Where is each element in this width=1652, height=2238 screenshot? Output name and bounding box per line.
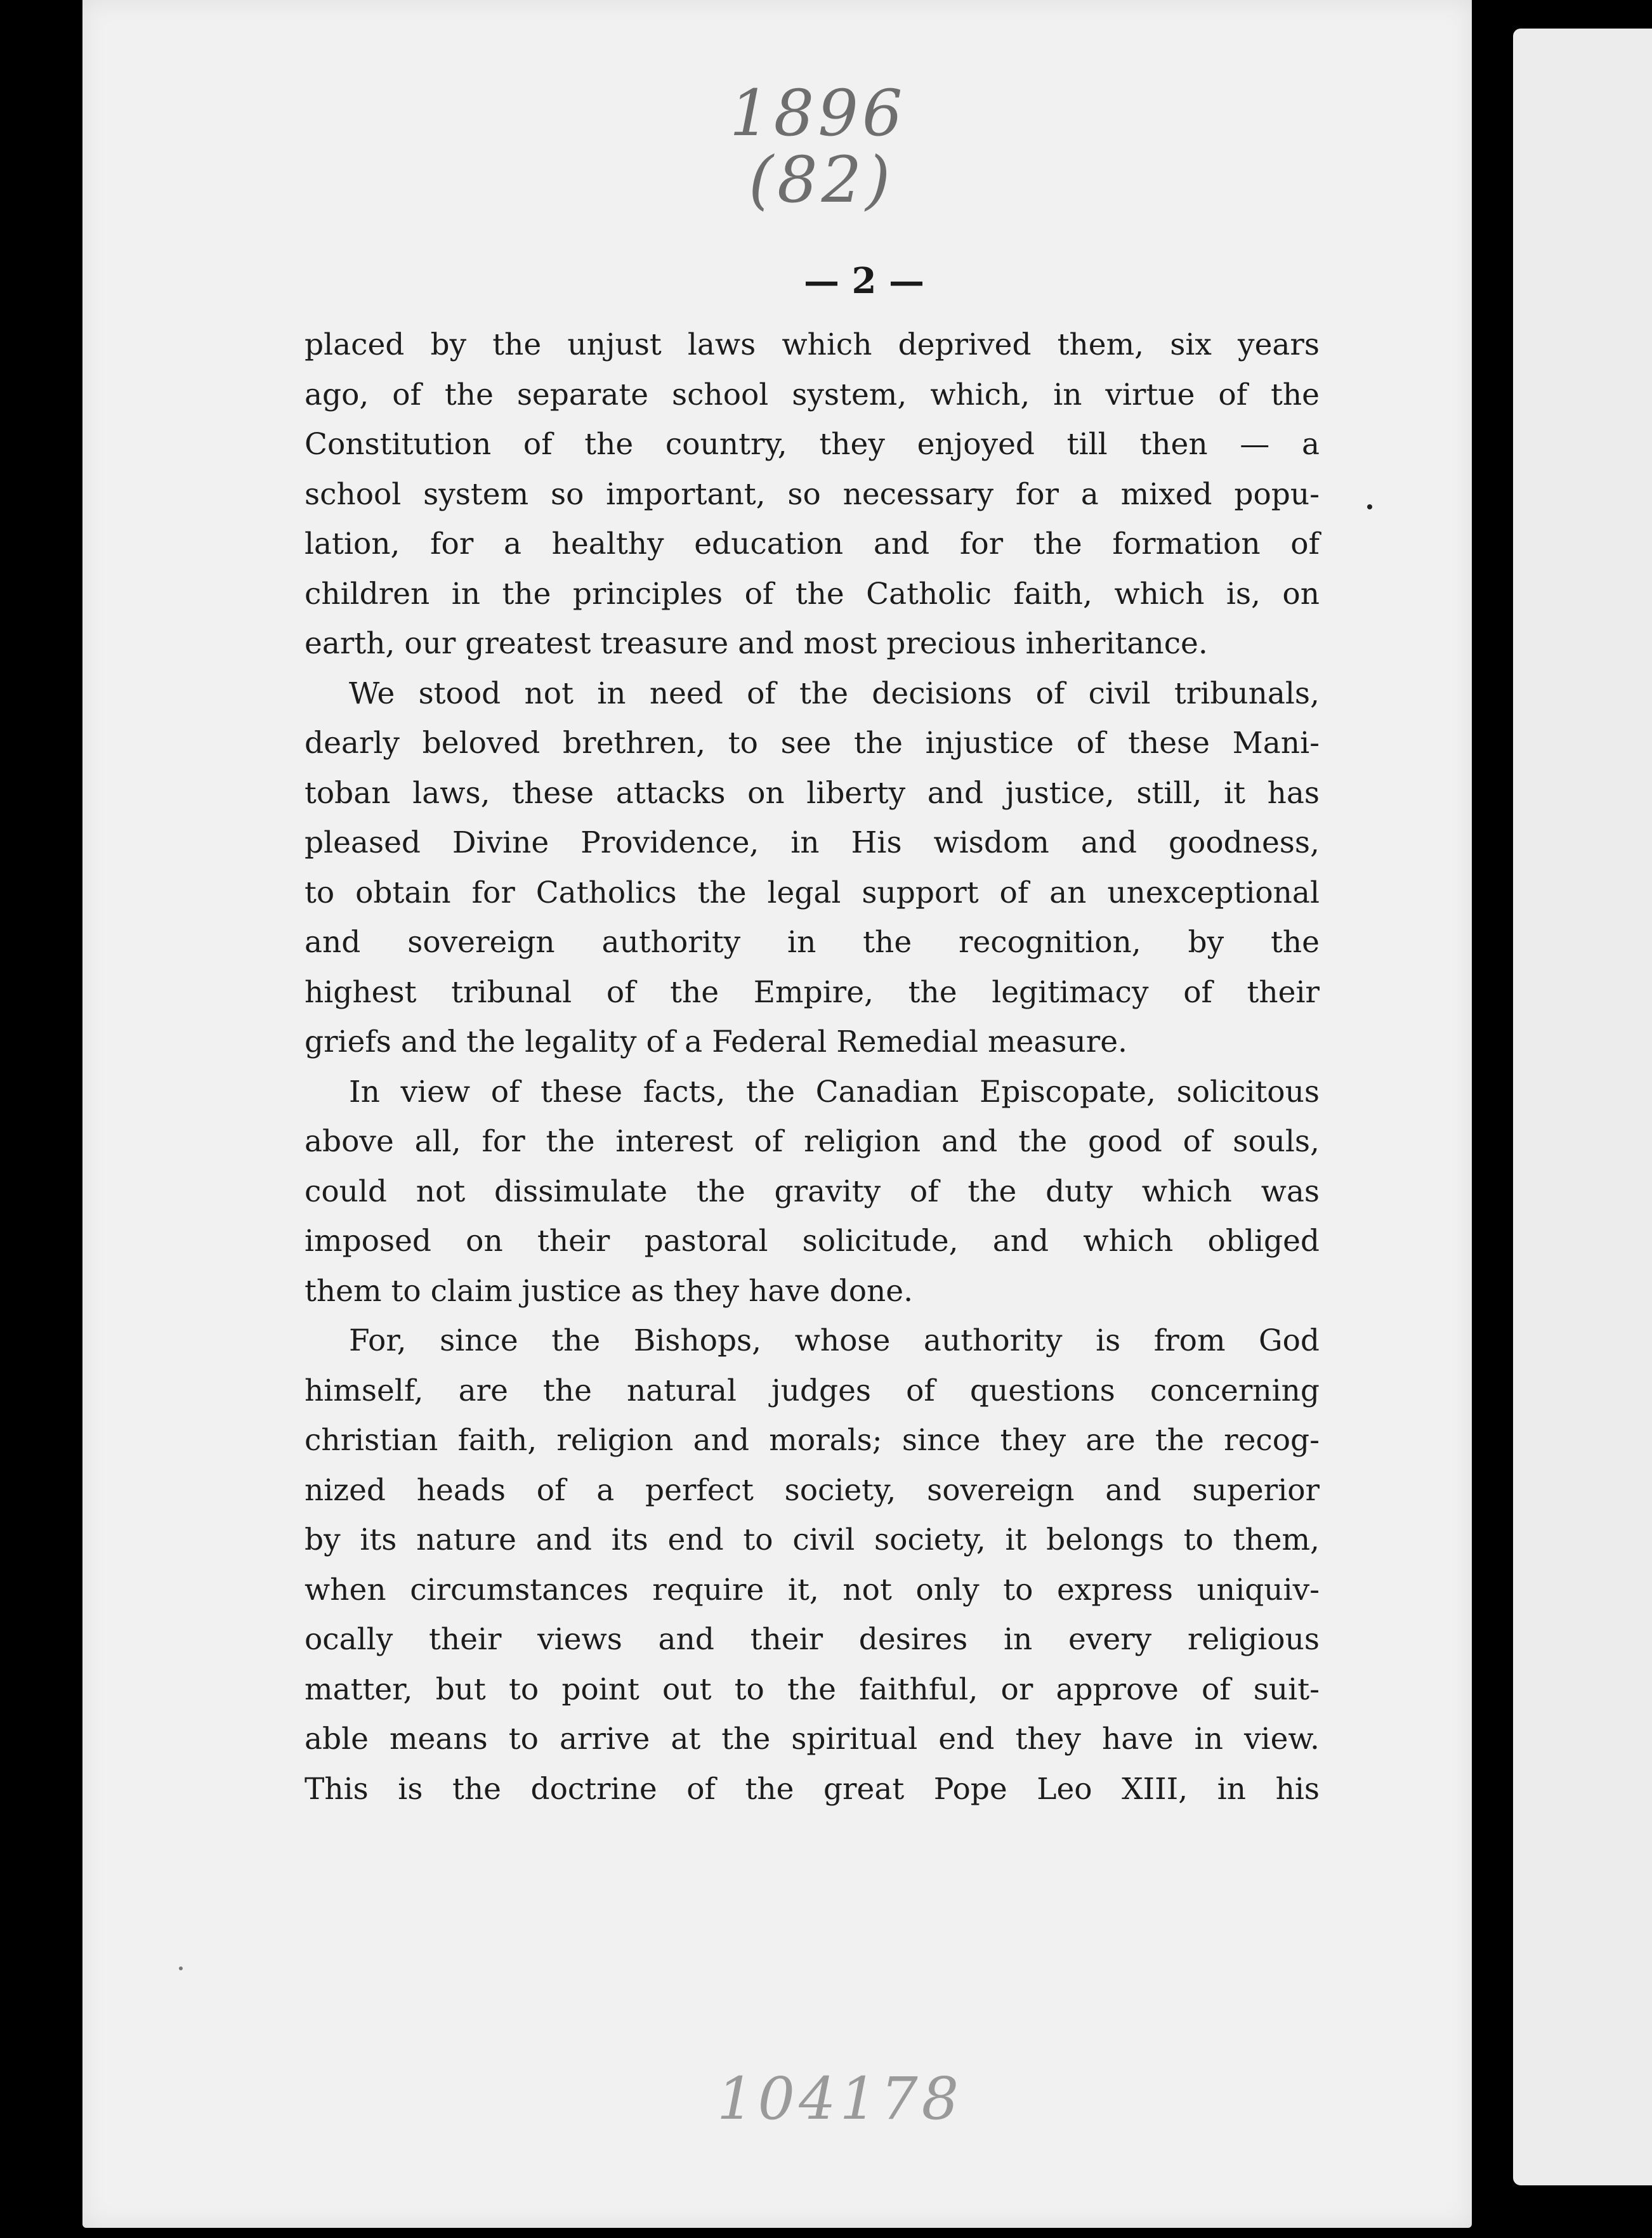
text-line: nized heads of a perfect society, sovereign and superior bbox=[305, 1472, 1320, 1508]
text-line: by its nature and its end to civil society, it belongs to them, bbox=[305, 1522, 1320, 1557]
handwritten-number: (82) bbox=[749, 143, 895, 217]
text-line: highest tribunal of the Empire, the legitimacy of their bbox=[305, 974, 1320, 1010]
text-line: christian faith, religion and morals; since they are the recog- bbox=[305, 1423, 1320, 1458]
text-line: Constitution of the country, they enjoyed till then — a bbox=[305, 427, 1320, 462]
text-line: when circumstances require it, not only to express uniquiv- bbox=[305, 1572, 1320, 1607]
text-line: We stood not in need of the decisions of civil tribunals, bbox=[349, 676, 1320, 711]
text-line: above all, for the interest of religion and the good of souls, bbox=[305, 1124, 1320, 1159]
text-line: placed by the unjust laws which deprived them, six years bbox=[305, 327, 1320, 362]
text-line: could not dissimulate the gravity of the duty which was bbox=[305, 1174, 1320, 1209]
text-line: able means to arrive at the spiritual end they have in view. bbox=[305, 1722, 1320, 1757]
handwritten-year: 1896 bbox=[730, 76, 907, 150]
text-line: dearly beloved brethren, to see the injustice of these Mani- bbox=[305, 726, 1320, 761]
text-line: For, since the Bishops, whose authority is from God bbox=[349, 1323, 1320, 1358]
ink-speck bbox=[179, 1966, 183, 1970]
text-line: In view of these facts, the Canadian Episcopate, solicitous bbox=[349, 1074, 1320, 1109]
book-spine-shadow bbox=[1472, 0, 1513, 2238]
body-text bbox=[305, 320, 1320, 1814]
text-line: This is the doctrine of the great Pope Leo XIII, in his bbox=[305, 1771, 1320, 1807]
text-line: and sovereign authority in the recognition, by the bbox=[305, 925, 1320, 960]
paragraph-3 bbox=[305, 1068, 1320, 1317]
handwritten-call-number: 104178 bbox=[717, 2065, 963, 2133]
text-line: imposed on their pastoral solicitude, and which obliged bbox=[305, 1224, 1320, 1259]
ink-speck bbox=[1367, 504, 1372, 509]
paragraph-1 bbox=[305, 320, 1320, 669]
text-line: lation, for a healthy education and for the formation of bbox=[305, 527, 1320, 561]
text-line: school system so important, so necessary for a mixed popu- bbox=[305, 476, 1320, 512]
adjacent-page-edge bbox=[1513, 29, 1652, 2185]
paragraph-2 bbox=[305, 669, 1320, 1068]
paragraph-4 bbox=[305, 1316, 1320, 1814]
page-number: — 2 — bbox=[804, 260, 924, 302]
text-line: toban laws, these attacks on liberty and justice, still, it has bbox=[305, 775, 1320, 811]
text-line: them to claim justice as they have done. bbox=[305, 1273, 914, 1309]
text-line: earth, our greatest treasure and most precious inheritance. bbox=[305, 626, 1208, 661]
text-line: griefs and the legality of a Federal Remedial measure. bbox=[305, 1024, 1127, 1059]
text-line: to obtain for Catholics the legal support of an unexceptional bbox=[305, 875, 1320, 910]
text-line: ago, of the separate school system, which, in virtue of the bbox=[305, 377, 1320, 412]
text-line: ocally their views and their desires in every religious bbox=[305, 1622, 1320, 1657]
text-line: children in the principles of the Catholic faith, which is, on bbox=[305, 576, 1320, 612]
text-line: himself, are the natural judges of questions concerning bbox=[305, 1373, 1320, 1408]
text-line: pleased Divine Providence, in His wisdom and goodness, bbox=[305, 825, 1320, 860]
text-line: matter, but to point out to the faithful, or approve of suit- bbox=[305, 1672, 1320, 1707]
